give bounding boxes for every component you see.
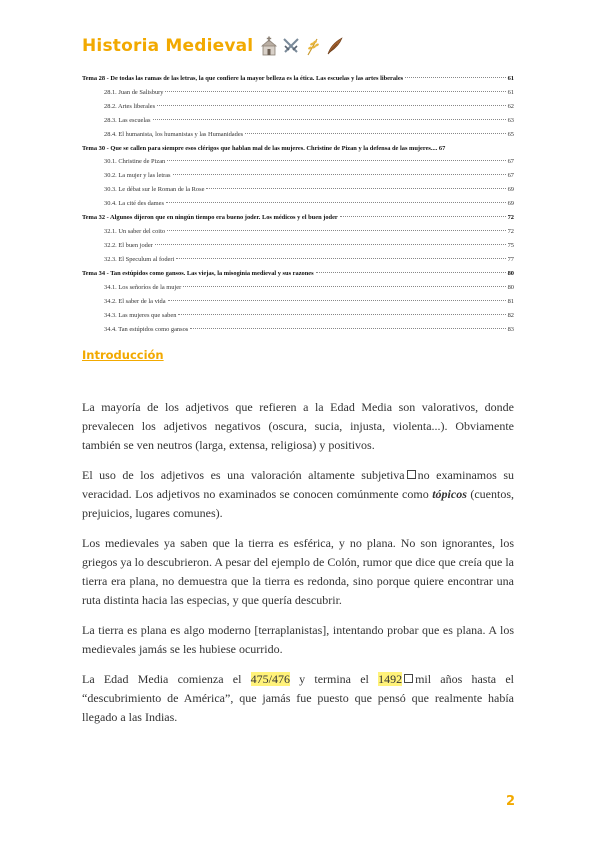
toc-entry-sub[interactable] <box>82 253 514 267</box>
paragraph-5 <box>82 670 514 727</box>
toc-entry-sub[interactable] <box>82 114 514 128</box>
header-icons <box>259 36 345 56</box>
toc-entry-sub[interactable] <box>82 309 514 323</box>
table-of-contents <box>82 72 514 337</box>
toc-entry-page: 69 <box>507 186 514 193</box>
paragraph-2-part-a: El uso de los adjetivos es una valoración altamente subjetiva <box>82 468 405 482</box>
toc-entry-title: 28.1. Juan de Salisbury <box>104 89 164 96</box>
toc-entry-title: 30.1. Christine de Pizan <box>104 158 166 165</box>
toc-entry-title: 34.1. Los señoríos de la mujer <box>104 284 182 291</box>
section-title: Introducción <box>82 348 164 362</box>
toc-entry-sub[interactable] <box>82 155 514 169</box>
toc-leader-dots <box>176 258 505 259</box>
arrow-glyph-icon <box>407 470 416 479</box>
paragraph-5-part-a: La Edad Media comienza el <box>82 672 242 686</box>
toc-entry-sub[interactable] <box>82 128 514 142</box>
toc-leader-dots <box>166 202 506 203</box>
toc-entry-title: Tema 28 - De todas las ramas de las letras, la que confiere la mayor belleza es la ética. Las escuelas y las artes liberales <box>82 75 404 82</box>
arrow-glyph-icon <box>404 674 413 683</box>
toc-leader-dots <box>405 77 505 78</box>
quill-icon <box>325 36 345 56</box>
toc-entry-sub[interactable] <box>82 197 514 211</box>
toc-entry-page: 65 <box>507 131 514 138</box>
toc-entry-title: Tema 34 - Tan estúpidos como gansos. Las viejas, la misoginia medieval y sus razones <box>82 270 314 277</box>
toc-leader-dots <box>183 286 505 287</box>
toc-leader-dots <box>173 174 506 175</box>
toc-entry-page: 72 <box>507 228 514 235</box>
toc-entry-page: 63 <box>507 117 514 124</box>
toc-entry-title: 34.4. Tan estúpidos como gansos <box>104 326 189 333</box>
toc-leader-dots <box>316 272 506 273</box>
toc-entry-sub[interactable] <box>82 86 514 100</box>
toc-leader-dots <box>167 230 506 231</box>
toc-leader-dots <box>167 160 505 161</box>
toc-entry-main[interactable] <box>82 142 514 155</box>
toc-leader-dots <box>178 314 505 315</box>
toc-entry-title: 30.4. La cité des dames <box>104 200 164 207</box>
toc-entry-sub[interactable] <box>82 323 514 337</box>
toc-entry-page: 81 <box>507 298 514 305</box>
paragraph-5-part-c: mil años hasta el “descubrimiento de América”, que jamás fue puesto que pensó que realmente había llegado a las Indias. <box>82 672 514 724</box>
toc-entry-page: 72 <box>507 214 514 221</box>
toc-entry-page: 67 <box>438 145 446 152</box>
toc-entry-page: 61 <box>507 89 514 96</box>
toc-entry-page: 69 <box>507 200 514 207</box>
toc-entry-sub[interactable] <box>82 295 514 309</box>
paragraph-2 <box>82 466 514 523</box>
toc-entry-sub[interactable] <box>82 169 514 183</box>
toc-leader-dots <box>165 91 505 92</box>
toc-entry-page: 77 <box>507 256 514 263</box>
toc-entry-title: 28.4. El humanista, los humanistas y las Humanidades <box>104 131 244 138</box>
toc-entry-title: 32.3. El Speculum al foderi <box>104 256 175 263</box>
toc-entry-title: Tema 32 - Algunos dijeron que en ningún tiempo era bueno joder. Los médicos y el buen joder <box>82 214 338 221</box>
toc-entry-sub[interactable] <box>82 239 514 253</box>
toc-entry-page: 67 <box>507 158 514 165</box>
toc-leader-dots <box>155 244 506 245</box>
paragraph-2-part-c: (cuentos, prejuicios, lugares comunes). <box>82 487 515 520</box>
toc-entry-page: 80 <box>507 284 514 291</box>
toc-entry-title: Tema 30 - Que se callen para siempre esos clérigos que hablan mal de las mujeres. Christine de Pizan y la defensa de las mujeres.... <box>82 145 438 152</box>
toc-entry-main[interactable] <box>82 72 514 86</box>
toc-entry-title: 28.3. Las escuelas <box>104 117 151 124</box>
toc-entry-sub[interactable] <box>82 281 514 295</box>
page-header <box>82 36 345 56</box>
toc-entry-title: 28.2. Artes liberales <box>104 103 156 110</box>
toc-entry-title: 34.3. Las mujeres que saben <box>104 312 177 319</box>
toc-entry-main[interactable] <box>82 211 514 225</box>
page-number: 2 <box>506 794 516 809</box>
toc-entry-title: 30.3. Le débat sur le Roman de la Rose <box>104 186 205 193</box>
toc-entry-page: 61 <box>507 75 514 82</box>
toc-entry-title: 32.1. Un saber del coito <box>104 228 166 235</box>
toc-entry-page: 80 <box>507 270 514 277</box>
toc-entry-title: 30.2. La mujer y las letras <box>104 172 171 179</box>
paragraph-3: Los medievales ya saben que la tierra es esférica, y no plana. No son ignorantes, los griegos ya lo descubrieron. A pesar del ejemplo de Colón, rumor que dice que creía que la tierra era plana, no demuestra que la tierra es redonda, sino porque quiere encontrar una ruta distinta hacia las especias, y que quería descubrir. <box>82 536 514 607</box>
toc-leader-dots <box>340 216 506 217</box>
body-text <box>82 398 514 738</box>
paragraph-2-part-b: no examinamos su veracidad. Los adjetivos no examinados se conocen comúnmente como <box>82 468 514 501</box>
toc-leader-dots <box>153 119 506 120</box>
toc-entry-sub[interactable] <box>82 183 514 197</box>
toc-entry-sub[interactable] <box>82 225 514 239</box>
toc-leader-dots <box>168 300 506 301</box>
toc-entry-title: 34.2. El saber de la vida <box>104 298 166 305</box>
emphasis-topicos: tópicos <box>432 487 467 501</box>
toc-entry-page: 75 <box>507 242 514 249</box>
paragraph-5-part-b: y termina el <box>299 672 369 686</box>
paragraph-1: La mayoría de los adjetivos que refieren a la Edad Media son valorativos, donde prevalecen los adjetivos negativos (oscura, sucia, injusta, violenta...). Obviamente también se ven neutros (larga, extensa, religiosa) y positivos. <box>82 400 514 452</box>
toc-entry-page: 62 <box>507 103 514 110</box>
toc-entry-sub[interactable] <box>82 100 514 114</box>
highlight-end-date: 1492 <box>378 672 403 686</box>
toc-leader-dots <box>157 105 505 106</box>
church-icon <box>259 36 279 56</box>
highlight-start-date: 475/476 <box>250 672 290 686</box>
paragraph-4: La tierra es plana es algo moderno [terraplanistas], intentando probar que es plana. A los medievales jamás se les hubiese ocurrido. <box>82 623 514 656</box>
toc-entry-page: 83 <box>507 326 514 333</box>
toc-entry-title: 32.2. El buen joder <box>104 242 153 249</box>
crossed-swords-icon <box>281 36 301 56</box>
toc-entry-main[interactable] <box>82 267 514 281</box>
toc-leader-dots <box>190 328 505 329</box>
header-title: Historia Medieval <box>82 36 254 56</box>
toc-entry-page: 67 <box>507 172 514 179</box>
toc-leader-dots <box>206 188 505 189</box>
toc-leader-dots <box>245 133 505 134</box>
wheat-icon <box>303 36 323 56</box>
toc-entry-page: 82 <box>507 312 514 319</box>
